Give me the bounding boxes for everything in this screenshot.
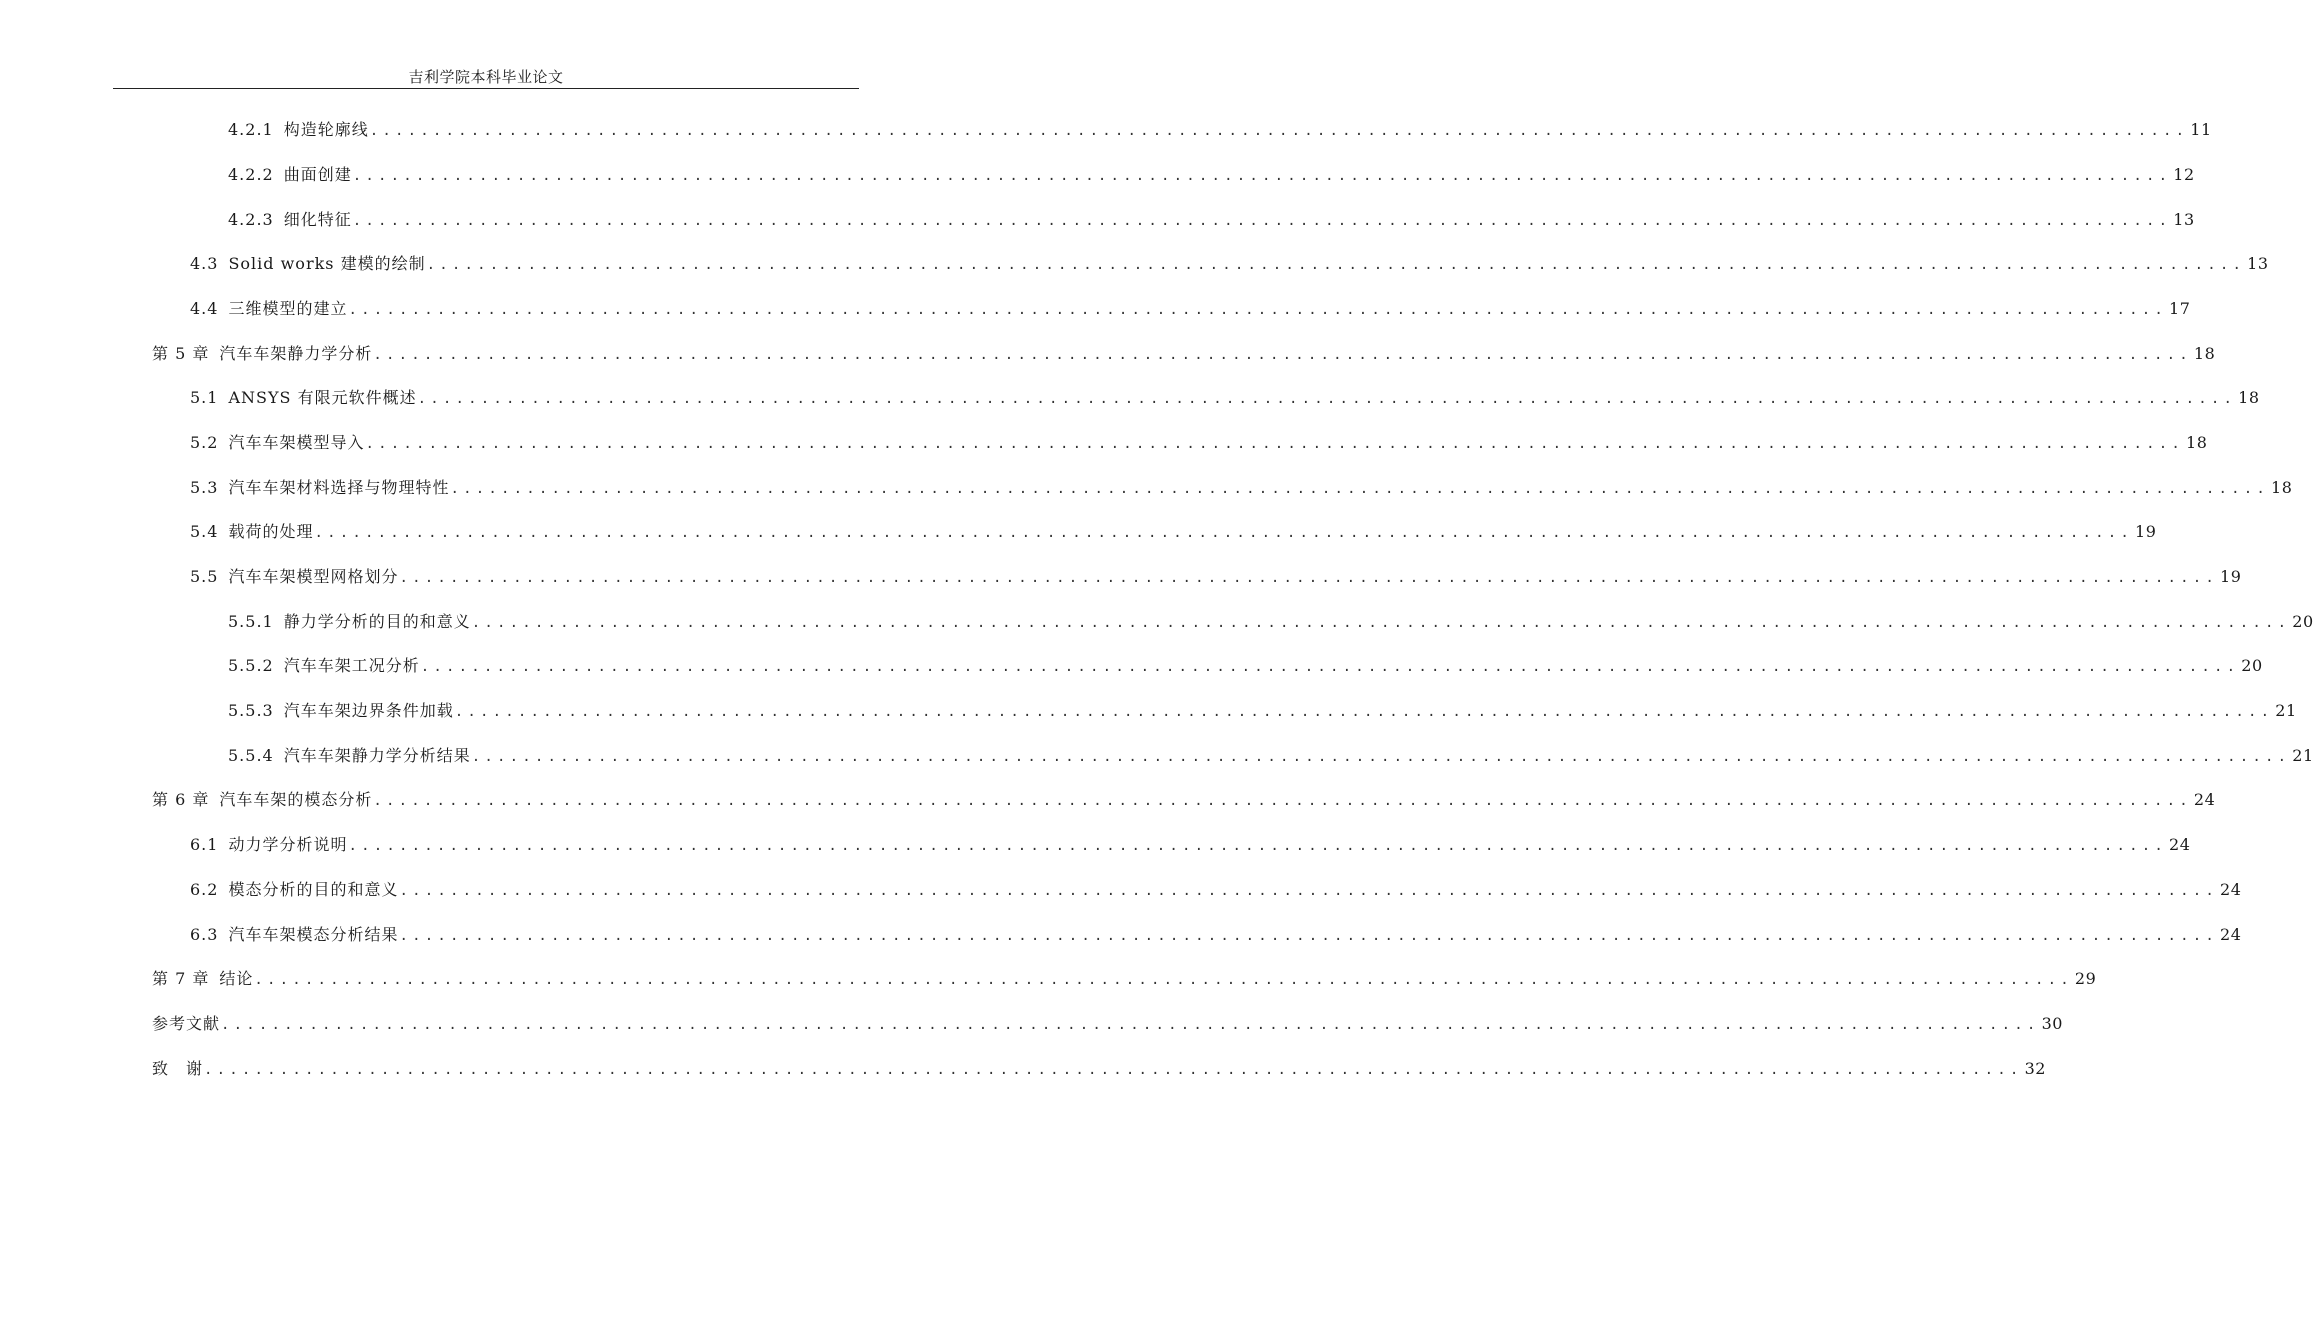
toc-entry[interactable] [152, 1011, 2063, 1037]
toc-dot-leader: ................................................................................................................................................ [254, 972, 2073, 988]
toc-page-number: 11 [2190, 120, 2212, 139]
running-header: 吉利学院本科毕业论文 [408, 68, 564, 86]
toc-dot-leader: ................................................................................................................................................ [417, 391, 2237, 407]
toc-section-title: 汽车车架材料选择与物理特性 [228, 478, 450, 497]
toc-section-title: ANSYS 有限元软件概述 [228, 388, 417, 407]
toc-chapter-title: 结论 [219, 969, 254, 988]
toc-dot-leader: ................................................................................................................................................ [352, 168, 2172, 184]
toc-dot-leader: ................................................................................................................................................ [471, 749, 2291, 765]
toc-entry[interactable] [190, 832, 2191, 858]
toc-page-number: 20 [2241, 656, 2263, 675]
toc-entry[interactable] [152, 787, 2216, 813]
toc-entry[interactable] [190, 564, 2242, 590]
toc-section-number: 5.5.4 [228, 746, 274, 765]
toc-page-number: 24 [2169, 835, 2191, 854]
toc-dot-leader: ................................................................................................................................................ [348, 838, 2168, 854]
toc-chapter-number: 第 7 章 [152, 969, 210, 988]
toc-page-number: 32 [2024, 1059, 2046, 1078]
toc-page-number: 24 [2220, 880, 2242, 899]
toc-page-number: 18 [2238, 388, 2260, 407]
toc-dot-leader: ................................................................................................................................................ [348, 302, 2168, 318]
toc-section-number: 5.3 [190, 478, 219, 497]
toc-section-number: 4.3 [190, 254, 219, 273]
toc-entry[interactable] [190, 296, 2191, 322]
toc-entry[interactable] [152, 1056, 2046, 1082]
toc-page-number: 24 [2220, 925, 2242, 944]
toc-section-number: 4.2.2 [228, 165, 274, 184]
toc-page-number: 30 [2041, 1014, 2063, 1033]
toc-page-number: 24 [2193, 790, 2216, 809]
toc-dot-leader: ................................................................................................................................................ [420, 659, 2240, 675]
toc-dot-leader: ................................................................................................................................................ [314, 525, 2134, 541]
toc-entry[interactable] [190, 251, 2269, 277]
toc-section-title: 汽车车架边界条件加载 [283, 701, 454, 720]
toc-chapter-title: 汽车车架静力学分析 [219, 344, 373, 363]
toc-section-title: 模态分析的目的和意义 [228, 880, 399, 899]
toc-section-number: 4.4 [190, 299, 219, 318]
toc-section-number: 4.2.3 [228, 210, 274, 229]
toc-chapter-title: 参考文献 [152, 1014, 221, 1033]
toc-entry[interactable] [228, 162, 2195, 188]
toc-page-number: 18 [2186, 433, 2208, 452]
toc-section-number: 6.2 [190, 880, 219, 899]
toc-section-title: 汽车车架工况分析 [283, 656, 420, 675]
toc-entry[interactable] [228, 743, 2314, 769]
toc-entry[interactable] [190, 922, 2242, 948]
toc-entry[interactable] [190, 877, 2242, 903]
toc-dot-leader: ................................................................................................................................................ [399, 570, 2219, 586]
toc-section-title: Solid works 建模的绘制 [228, 254, 426, 273]
toc-page-number: 20 [2292, 612, 2314, 631]
toc-section-title: 曲面创建 [283, 165, 352, 184]
toc-chapter-title: 汽车车架的模态分析 [219, 790, 373, 809]
toc-page-number: 12 [2173, 165, 2195, 184]
toc-section-title: 汽车车架静力学分析结果 [283, 746, 471, 765]
toc-entry[interactable] [228, 653, 2263, 679]
toc-section-number: 5.5.1 [228, 612, 274, 631]
toc-page-number: 19 [2220, 567, 2242, 586]
toc-dot-leader: ................................................................................................................................................ [399, 928, 2219, 944]
toc-entry[interactable] [228, 698, 2297, 724]
toc-section-title: 汽车车架模型导入 [228, 433, 365, 452]
toc-dot-leader: ................................................................................................................................................ [450, 481, 2270, 497]
toc-dot-leader: ................................................................................................................................................ [369, 123, 2189, 139]
toc-page-number: 13 [2247, 254, 2269, 273]
toc-section-title: 静力学分析的目的和意义 [283, 612, 471, 631]
toc-entry[interactable] [152, 966, 2097, 992]
toc-section-title: 细化特征 [283, 210, 352, 229]
toc-section-title: 三维模型的建立 [228, 299, 348, 318]
toc-chapter-number: 第 5 章 [152, 344, 210, 363]
toc-entry[interactable] [190, 430, 2208, 456]
toc-page-number: 18 [2271, 478, 2293, 497]
toc-entry[interactable] [190, 519, 2157, 545]
toc-page-number: 29 [2074, 969, 2097, 988]
toc-section-title: 载荷的处理 [228, 522, 314, 541]
toc-entry[interactable] [190, 475, 2293, 501]
toc-section-number: 6.1 [190, 835, 219, 854]
toc-dot-leader: ................................................................................................................................................ [399, 883, 2219, 899]
toc-section-number: 5.1 [190, 388, 219, 407]
toc-section-title: 汽车车架模型网格划分 [228, 567, 399, 586]
toc-page-number: 21 [2275, 701, 2297, 720]
toc-entry[interactable] [228, 207, 2195, 233]
toc-dot-leader: ................................................................................................................................................ [221, 1017, 2040, 1033]
toc-section-title: 构造轮廓线 [283, 120, 369, 139]
toc-page-number: 13 [2173, 210, 2195, 229]
toc-chapter-title: 致 谢 [152, 1059, 204, 1078]
toc-page-number: 18 [2193, 344, 2216, 363]
toc-entry[interactable] [228, 117, 2212, 143]
toc-dot-leader: ................................................................................................................................................ [426, 257, 2246, 273]
toc-dot-leader: ................................................................................................................................................ [352, 213, 2172, 229]
toc-dot-leader: ................................................................................................................................................ [454, 704, 2274, 720]
toc-section-number: 5.5.2 [228, 656, 274, 675]
toc-dot-leader: ................................................................................................................................................ [365, 436, 2185, 452]
toc-chapter-number: 第 6 章 [152, 790, 210, 809]
toc-section-number: 5.4 [190, 522, 219, 541]
toc-section-number: 5.5 [190, 567, 219, 586]
toc-section-number: 6.3 [190, 925, 219, 944]
toc-section-title: 汽车车架模态分析结果 [228, 925, 399, 944]
toc-page-number: 17 [2169, 299, 2191, 318]
toc-page-number: 19 [2135, 522, 2157, 541]
toc-dot-leader: ................................................................................................................................................ [373, 793, 2192, 809]
toc-entry[interactable] [190, 385, 2260, 411]
toc-dot-leader: ................................................................................................................................................ [204, 1062, 2023, 1078]
toc-entry[interactable] [228, 609, 2314, 635]
toc-section-title: 动力学分析说明 [228, 835, 348, 854]
toc-section-number: 5.5.3 [228, 701, 274, 720]
toc-section-number: 5.2 [190, 433, 219, 452]
toc-dot-leader: ................................................................................................................................................ [373, 347, 2192, 363]
toc-entry[interactable] [152, 341, 2216, 367]
toc-dot-leader: ................................................................................................................................................ [471, 615, 2291, 631]
toc-page-number: 21 [2292, 746, 2314, 765]
toc-section-number: 4.2.1 [228, 120, 274, 139]
